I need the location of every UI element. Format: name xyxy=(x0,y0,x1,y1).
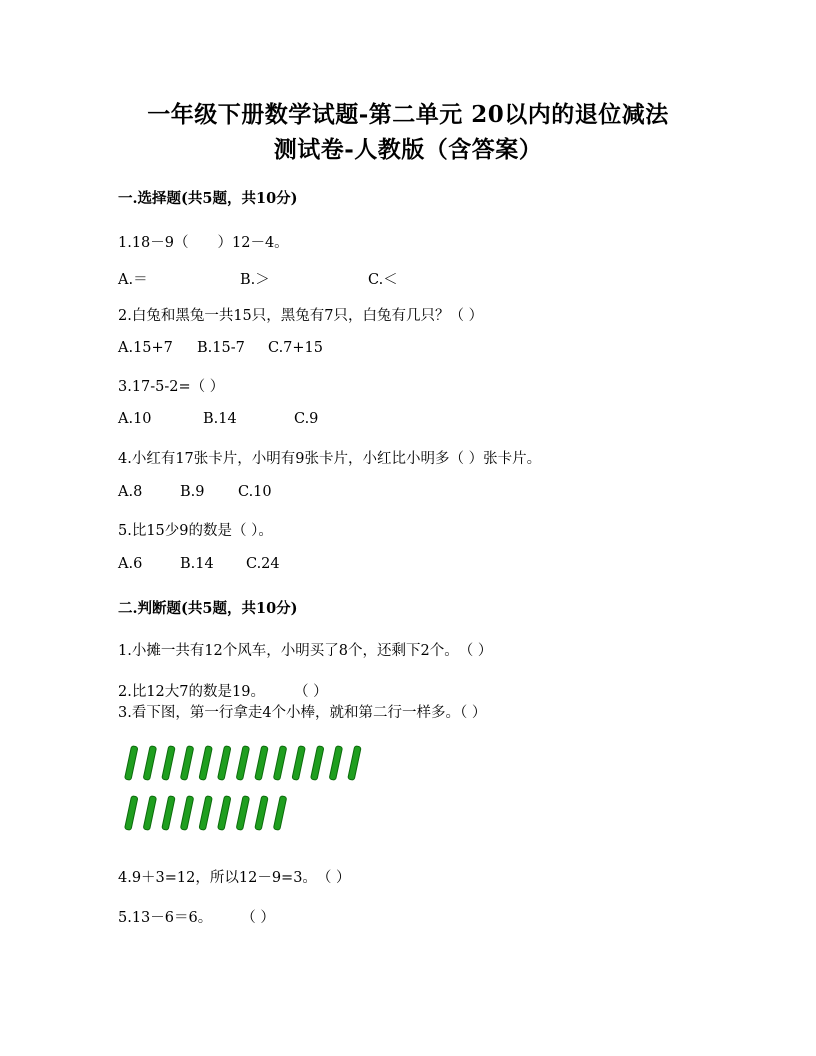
s1-q5-option-b: B.14 xyxy=(180,556,214,572)
s2-question-1: 1.小摊一共有12个风车，小明买了8个，还剩下2个。 （ ） xyxy=(118,643,493,659)
s1-q2-option-c: C.7+15 xyxy=(268,340,324,356)
row1-stick xyxy=(329,746,342,781)
row2-stick xyxy=(125,796,138,831)
row2-stick xyxy=(273,796,286,831)
row1-stick xyxy=(292,746,305,781)
sticks-row-2 xyxy=(125,796,287,831)
s1-q5-option-c: C.24 xyxy=(246,556,280,572)
row1-stick xyxy=(180,746,193,781)
sticks-figure xyxy=(118,740,378,836)
s1-q3-option-c: C.9 xyxy=(294,411,319,427)
row1-stick xyxy=(348,746,361,781)
s1-question-2: 2.白兔和黑兔一共15只，黑兔有7只，白兔有几只？（ ） xyxy=(118,308,484,324)
s1-q4-option-c: C.10 xyxy=(238,484,272,500)
row2-stick xyxy=(218,796,231,831)
row1-stick xyxy=(311,746,324,781)
row2-stick xyxy=(180,796,193,831)
document-title-line2: 测试卷-人教版（含答案） xyxy=(273,136,543,163)
row2-stick xyxy=(199,796,212,831)
row1-stick xyxy=(273,746,286,781)
s1-question-5: 5.比15少9的数是（ ）。 xyxy=(118,523,273,539)
row1-stick xyxy=(143,746,156,781)
row2-stick xyxy=(255,796,268,831)
s1-q3-option-a: A.10 xyxy=(118,411,152,427)
row2-stick xyxy=(143,796,156,831)
document-title-line1: 一年级下册数学试题-第二单元 20以内的退位减法 xyxy=(147,101,669,128)
s1-q1-option-a: A.＝ xyxy=(118,272,148,288)
row1-stick xyxy=(255,746,268,781)
s2-question-3: 3.看下图，第一行拿走4个小棒，就和第二行一样多。（ ） xyxy=(118,705,487,721)
row1-stick xyxy=(218,746,231,781)
s2-question-2: 2.比12大7的数是19。 （ ） xyxy=(118,684,328,700)
row1-stick xyxy=(125,746,138,781)
s1-q4-option-a: A.8 xyxy=(118,484,143,500)
sticks-row-1 xyxy=(125,746,362,781)
section2-heading: 二.判断题(共5题，共10分) xyxy=(118,600,298,617)
s1-q5-option-a: A.6 xyxy=(118,556,143,572)
s1-q2-option-b: B.15-7 xyxy=(197,340,245,356)
row1-stick xyxy=(162,746,175,781)
s1-question-4: 4.小红有17张卡片，小明有9张卡片，小红比小明多（ ）张卡片。 xyxy=(118,451,542,467)
s2-question-4: 4.9＋3=12，所以12－9=3。 （ ） xyxy=(118,870,351,886)
s1-q1-option-c: C.＜ xyxy=(368,272,398,288)
s1-q4-option-b: B.9 xyxy=(180,484,205,500)
s2-question-5: 5.13－6＝6。 （ ） xyxy=(118,910,275,926)
s1-question-1: 1.18－9（ ）12－4。 xyxy=(118,235,289,251)
row1-stick xyxy=(199,746,212,781)
s1-question-3: 3.17-5-2=（ ） xyxy=(118,379,225,395)
s1-q3-option-b: B.14 xyxy=(203,411,237,427)
s1-q1-option-b: B.＞ xyxy=(240,272,270,288)
row2-stick xyxy=(236,796,249,831)
row1-stick xyxy=(236,746,249,781)
s1-q2-option-a: A.15+7 xyxy=(118,340,173,356)
section1-heading: 一.选择题(共5题，共10分) xyxy=(118,190,298,207)
row2-stick xyxy=(162,796,175,831)
